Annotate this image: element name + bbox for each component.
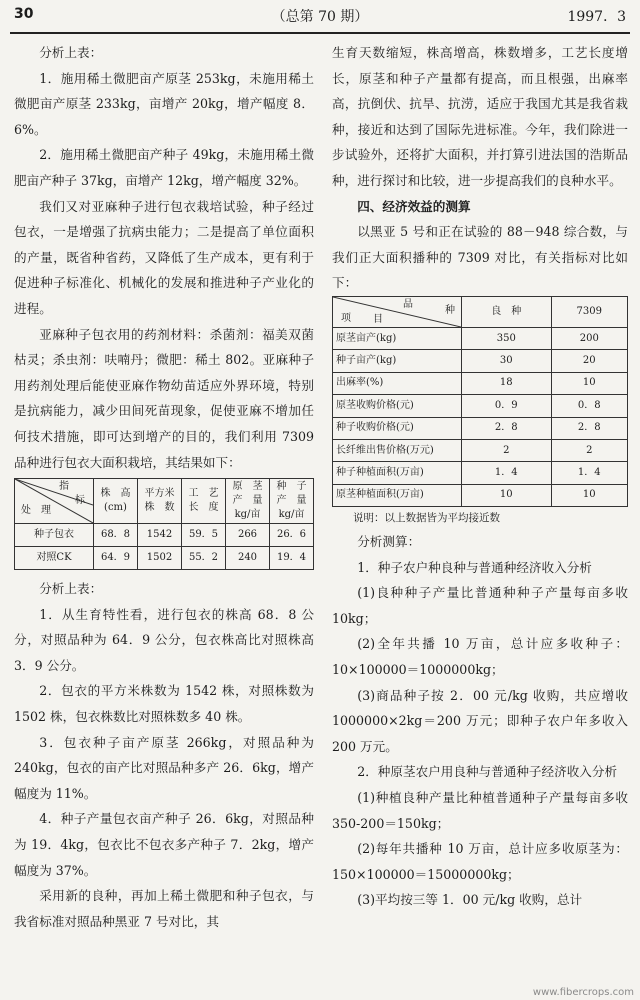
paragraph: 2．包衣的平方米株数为 1542 株，对照株数为 1502 株，包衣株数比对照株数多 40 株。: [14, 683, 314, 725]
paragraph: 我们又对亚麻种子进行包衣栽培试验，种子经过包衣，一是增强了抗病虫能力；二是提高了单位面积的产量，既省种省药，又降低了生产成本，更有利于促进种子标准化、机械化的发展和推进种子产业化的进程。: [14, 198, 314, 316]
row-label: 出麻率(%): [333, 372, 462, 394]
table-row: [333, 327, 628, 349]
diag-label-top: 指: [59, 481, 69, 493]
paragraph: 1．种子农户种良种与普通种经济收入分析: [357, 559, 592, 575]
indicator-comparison-table: [332, 296, 628, 507]
row-label: 原茎收购价格(元): [333, 395, 462, 417]
row-label: 对照CK: [15, 547, 94, 570]
row-label: 长纤维出售价格(万元): [333, 439, 462, 461]
table-cell: 266: [226, 524, 270, 547]
col-header: 良 种: [462, 296, 552, 327]
table-cell: 30: [462, 350, 552, 372]
col-header: 7309: [551, 296, 627, 327]
table-row: [333, 350, 628, 372]
table-note: 说明：以上数据皆为平均接近数: [353, 512, 500, 525]
paragraph: (2)每年共播种 10 万亩，总计应多收原茎为：150×100000＝15000000kg；: [332, 841, 628, 882]
paragraph: 亚麻种子包衣用的药剂材料：杀菌剂：福美双菌枯灵；杀虫剂：呋喃丹；微肥：稀土 802。亚麻种子用药剂处理后能使亚麻作物幼苗适应外界环境，特别是抗病能力，减少田间死苗现象，促使亚麻不增加任何技术措施，即可达到增产的目的，我们利用 7309 品种进行包衣大面积栽培，其结果如下：: [14, 326, 314, 470]
diag-label-bottom-left: 项: [341, 312, 351, 324]
diagonal-header-cell: [15, 479, 94, 524]
table-cell: 10: [551, 372, 627, 394]
row-label: 种子收购价格(元): [333, 417, 462, 439]
section-heading: 四、经济效益的测算: [357, 198, 471, 214]
diagonal-header-cell: [333, 296, 462, 327]
table-cell: 10: [551, 484, 627, 506]
paragraph: 分析上表：: [39, 45, 103, 60]
table-header-row: [333, 296, 628, 327]
diag-label-bottom-mid: 目: [373, 313, 383, 325]
left-column: [14, 40, 314, 934]
paragraph: 分析测算：: [357, 534, 421, 550]
row-label: 种子包衣: [15, 524, 94, 547]
table-cell: 10: [462, 484, 552, 506]
diag-label-bottom: 处 理: [21, 505, 51, 517]
table-cell: 18: [462, 372, 552, 394]
table-cell: 59．5: [182, 524, 226, 547]
header-rule: [10, 32, 630, 34]
paragraph: (1)种植良种产量比种植普通种子产量每亩多收 350-200＝150kg；: [332, 790, 628, 831]
col-header: 株 高 (cm): [94, 479, 138, 524]
table-header-row: [15, 479, 314, 524]
page-number: 30: [14, 6, 34, 22]
diag-label-top: 品: [403, 298, 413, 310]
table-cell: 0．8: [551, 395, 627, 417]
table-cell: 1502: [138, 547, 182, 570]
table-row: [333, 372, 628, 394]
paragraph: (3)平均按三等 1．00 元/kg 收购，总计: [357, 892, 583, 908]
col-header: 平方米 株 数: [138, 479, 182, 524]
issue-label: （总第 70 期）: [271, 9, 369, 25]
running-header: [14, 6, 626, 30]
col-header: 工 艺 长 度: [182, 479, 226, 524]
diagonal-line: [333, 297, 461, 327]
table-cell: 2．8: [551, 417, 627, 439]
table-row: [333, 395, 628, 417]
row-label: 种子亩产(kg): [333, 350, 462, 372]
coating-results-table: [14, 478, 314, 570]
table-cell: 26．6: [270, 524, 314, 547]
table-cell: 68．8: [94, 524, 138, 547]
table-row: [15, 524, 314, 547]
paragraph: 1．施用稀土微肥亩产原茎 253kg，未施用稀土微肥亩产原茎 233kg，亩增产 20kg，增产幅度 8．6%。: [14, 70, 314, 137]
table-cell: 240: [226, 547, 270, 570]
table-row: [333, 484, 628, 506]
table-cell: 19．4: [270, 547, 314, 570]
paragraph: 采用新的良种，再加上稀土微肥和种子包衣，与我省标准对照品种黑亚 7 号对比，其: [14, 888, 314, 929]
paragraph: 以黑亚 5 号和正在试验的 88－948 综合数，与我们正大面积播种的 7309 对比，有关指标对比如下：: [332, 224, 628, 291]
paragraph: (3)商品种子按 2．00 元/kg 收购，共应增收 1000000×2kg＝200 万元；即种子农户年多收入 200 万元。: [332, 687, 628, 754]
col-header: 种 子 产 量 kg/亩: [270, 479, 314, 524]
table-cell: 2．8: [462, 417, 552, 439]
table-row: [333, 462, 628, 484]
right-column: [332, 40, 628, 913]
site-watermark: www.fibercrops.com: [532, 987, 634, 998]
paragraph: 2．施用稀土微肥亩产种子 49kg，未施用稀土微肥亩产种子 37kg，亩增产 12kg，增产幅度 32%。: [14, 147, 314, 188]
table-cell: 2: [462, 439, 552, 461]
row-label: 原茎种植面积(万亩): [333, 484, 462, 506]
table-cell: 2: [551, 439, 627, 461]
row-label: 种子种植面积(万亩): [333, 462, 462, 484]
paragraph: (2)全年共播 10 万亩，总计应多收种子：10×100000＝1000000kg；: [332, 636, 628, 678]
col-header: 原 茎 产 量 kg/亩: [226, 479, 270, 524]
table-row: [333, 439, 628, 461]
table-cell: 1．4: [462, 462, 552, 484]
diag-label-right: 种: [445, 304, 455, 316]
table-row: [333, 417, 628, 439]
table-cell: 200: [551, 327, 627, 349]
table-cell: 20: [551, 350, 627, 372]
table-cell: 0．9: [462, 395, 552, 417]
issue-date: 1997．3: [567, 9, 626, 25]
paragraph: 分析上表：: [39, 581, 103, 597]
paragraph: 4．种子产量包衣亩产种子 26．6kg，对照品种为 19．4kg，包衣比不包衣多产种子 7．2kg，增产幅度为 37%。: [14, 811, 314, 878]
row-label: 原茎亩产(kg): [333, 327, 462, 349]
table-cell: 1．4: [551, 462, 627, 484]
table-cell: 55．2: [182, 547, 226, 570]
table-row: [15, 547, 314, 570]
paragraph: 3．包衣种子亩产原茎 266kg，对照品种为 240kg，包衣的亩产比对照品种多产 26．6kg，增产幅度为 11%。: [14, 734, 314, 801]
table-cell: 350: [462, 327, 552, 349]
paragraph: (1)良种种子产量比普通种种子产量每亩多收 10kg；: [332, 585, 628, 626]
paragraph: 2．种原茎农户用良种与普通种子经济收入分析: [357, 764, 618, 780]
paragraph: 1．从生育特性看，进行包衣的株高 68．8 公分，对照品种为 64．9 公分，包衣株高比对照株高 3．9 公分。: [14, 606, 314, 673]
table-cell: 64．9: [94, 547, 138, 570]
table-cell: 1542: [138, 524, 182, 547]
diag-label-mid: 标: [75, 495, 85, 507]
paragraph: 生育天数缩短，株高增高，株数增多，工艺长度增长，原茎和种子产量都有提高，而且根强，出麻率高，抗倒伏、抗旱、抗涝，适应于我国尤其是我省栽种，接近和达到了国际先进标准。今年，我们除进一步试验外，还将扩大面积，并打算引进法国的浩斯品种，进行探讨和比较，进一步提高我们的良种水平。: [332, 45, 628, 188]
